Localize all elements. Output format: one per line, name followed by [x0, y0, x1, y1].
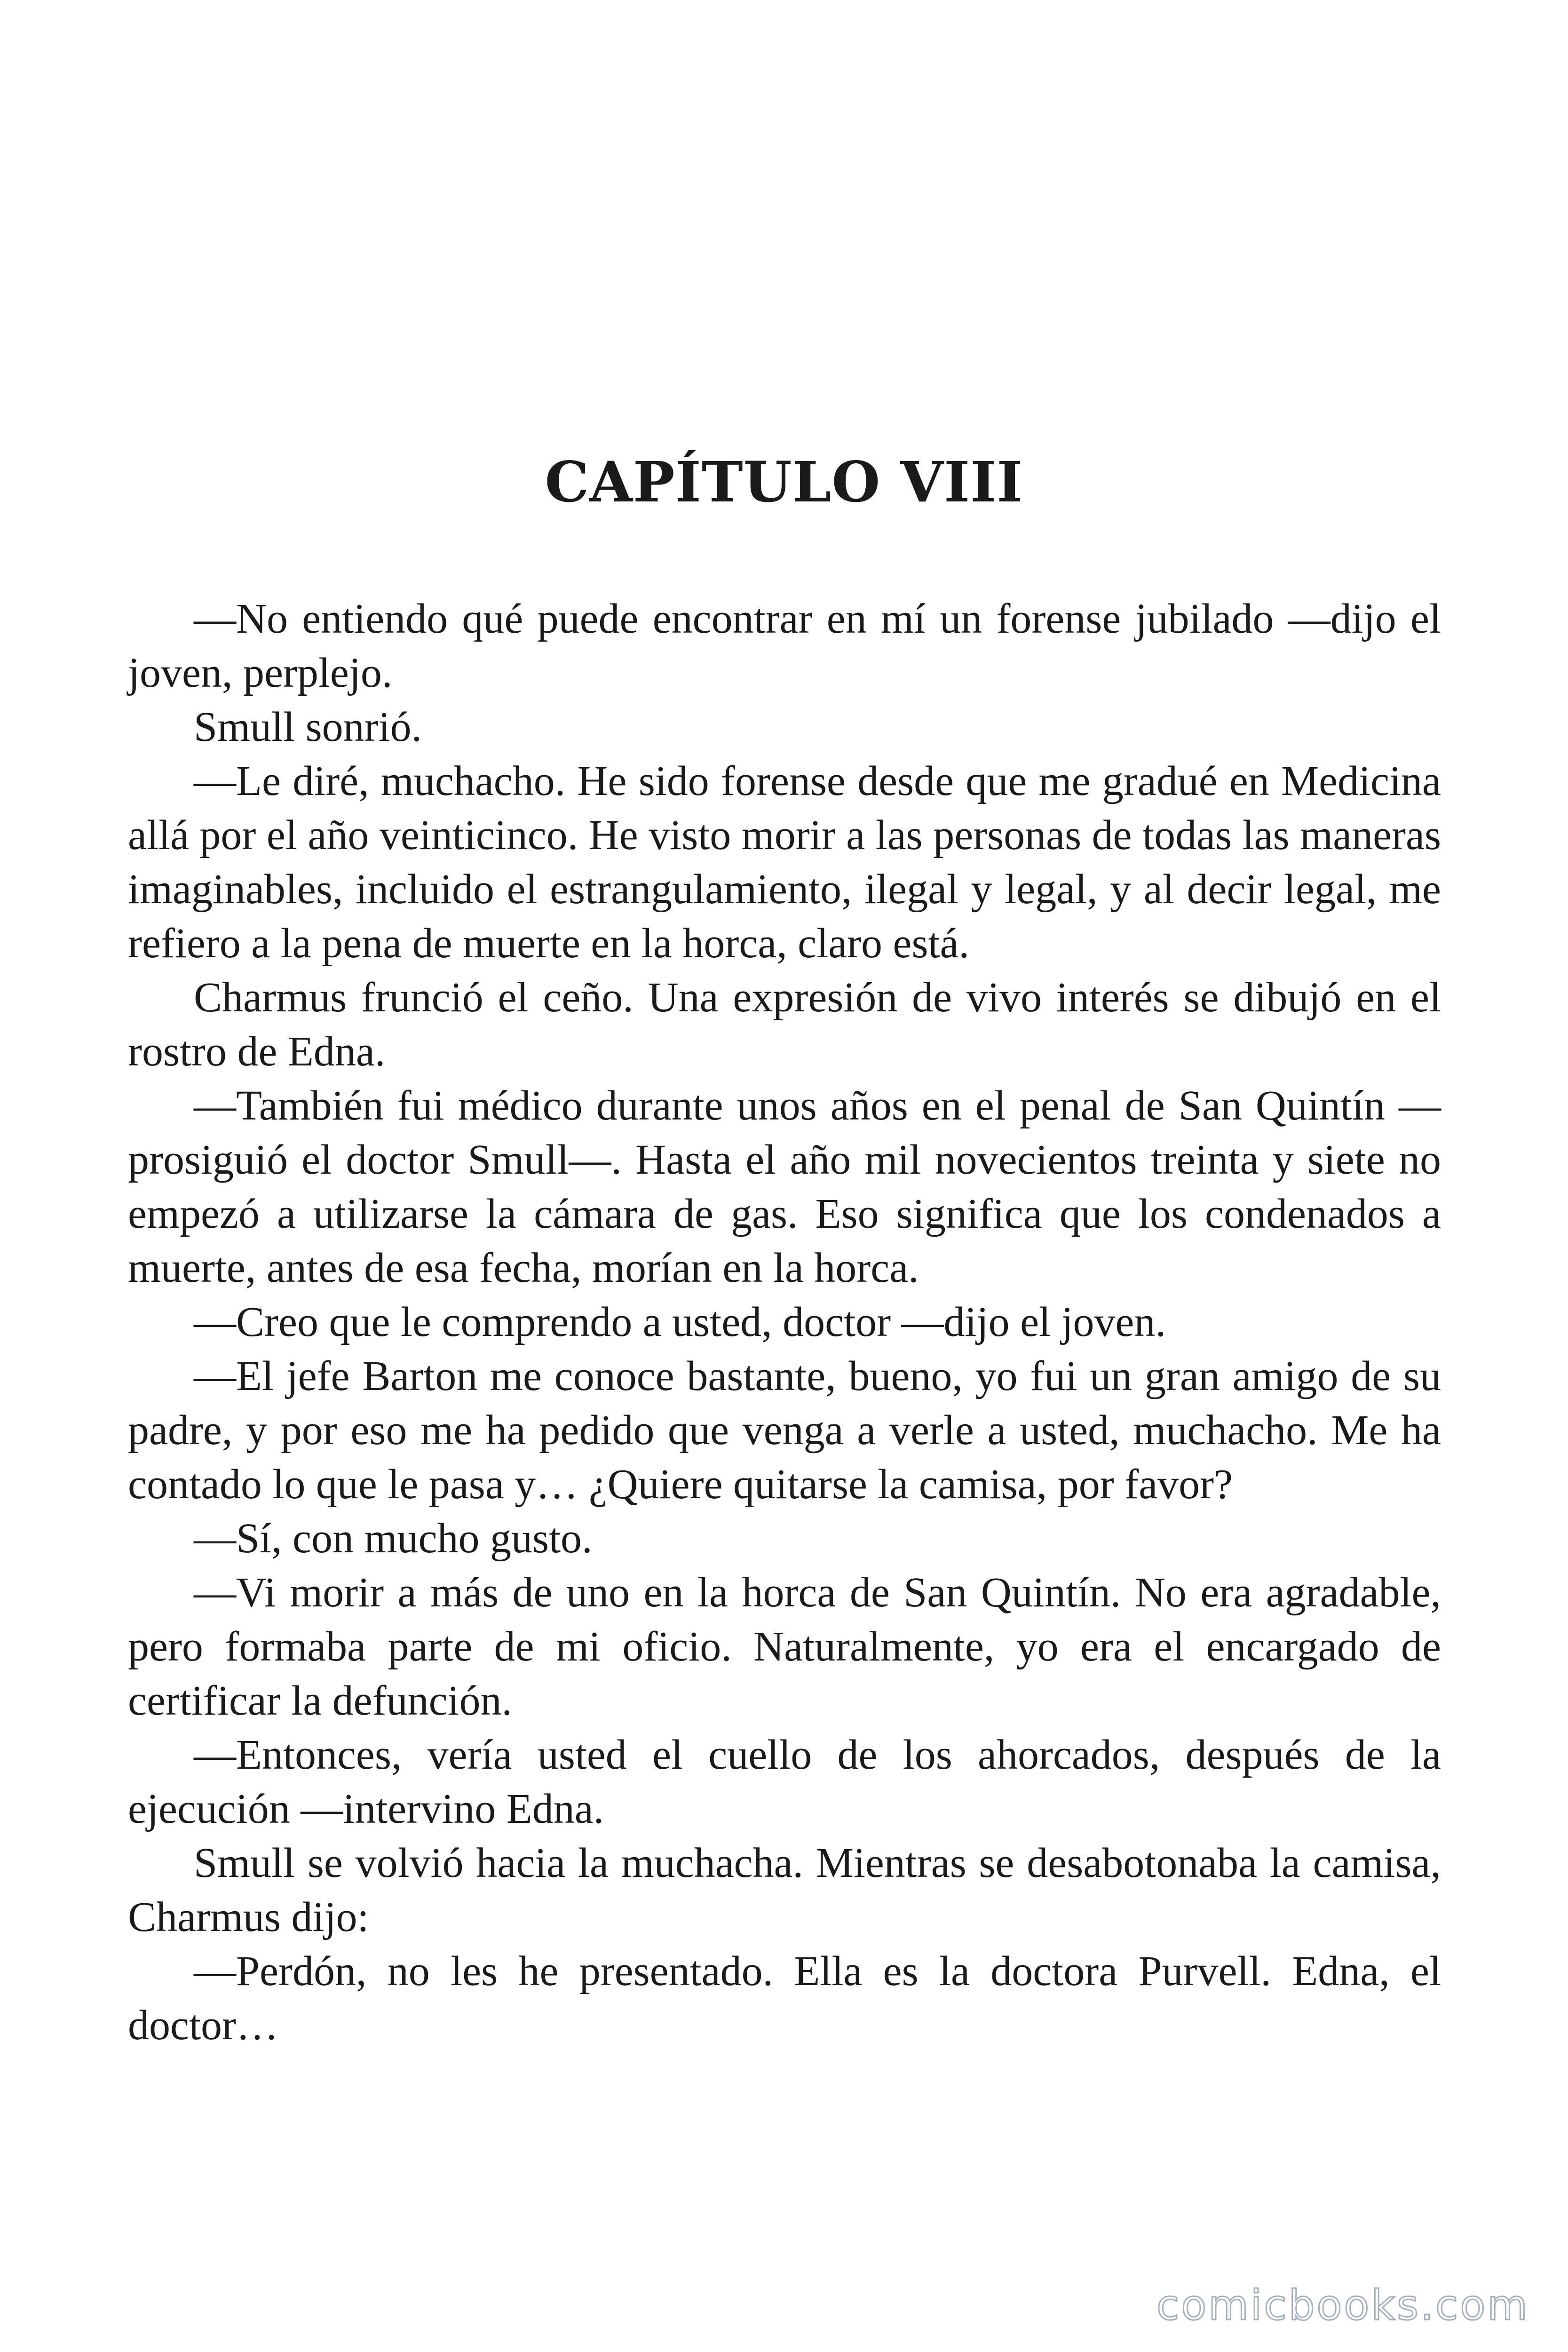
paragraph: —Vi morir a más de uno en la horca de San Quintín. No era agradable, pero formaba parte de mi oficio. Naturalmente, yo era el encargado de certificar la defunción. [128, 1569, 1441, 1724]
paragraph: —Sí, con mucho gusto. [194, 1515, 593, 1562]
paragraph: —Le diré, muchacho. He sido forense desde que me gradué en Medicina allá por el año veinticinco. He visto morir a las personas de todas las maneras imaginables, incluido el estrangulamiento, ilegal y legal, y al decir legal, me refiero a la pena de muerte en la horca, claro está. [128, 758, 1441, 967]
chapter-body [128, 592, 1441, 2052]
paragraph: —Perdón, no les he presentado. Ella es la doctora Purvell. Edna, el doctor… [128, 1948, 1441, 2049]
paragraph: —El jefe Barton me conoce bastante, bueno, yo fui un gran amigo de su padre, y por eso me ha pedido que venga a verle a usted, muchacho. Me ha contado lo que le pasa y… ¿Quiere quitarse la camisa, por favor? [128, 1353, 1441, 1508]
paragraph: —No entiendo qué puede encontrar en mí un forense jubilado —dijo el joven, perplejo. [128, 596, 1441, 696]
paragraph: Smull se volvió hacia la muchacha. Mientras se desabotonaba la camisa, Charmus dijo: [128, 1840, 1441, 1940]
paragraph: Smull sonrió. [194, 704, 422, 750]
chapter-title: CAPÍTULO VIII [545, 449, 1023, 515]
paragraph: Charmus frunció el ceño. Una expresión de vivo interés se dibujó en el rostro de Edna. [128, 974, 1441, 1075]
paragraph: —También fui médico durante unos años en el penal de San Quintín —prosiguió el doctor Smull—. Hasta el año mil novecientos treinta y siete no empezó a utilizarse la cámara de gas. Eso significa que los condenados a muerte, antes de esa fecha, morían en la horca. [128, 1082, 1441, 1291]
watermark: comicbooks.com [1156, 2281, 1529, 2329]
paragraph: —Entonces, vería usted el cuello de los ahorcados, después de la ejecución —intervino Edna. [128, 1732, 1441, 1832]
paragraph: —Creo que le comprendo a usted, doctor —dijo el joven. [194, 1299, 1166, 1345]
